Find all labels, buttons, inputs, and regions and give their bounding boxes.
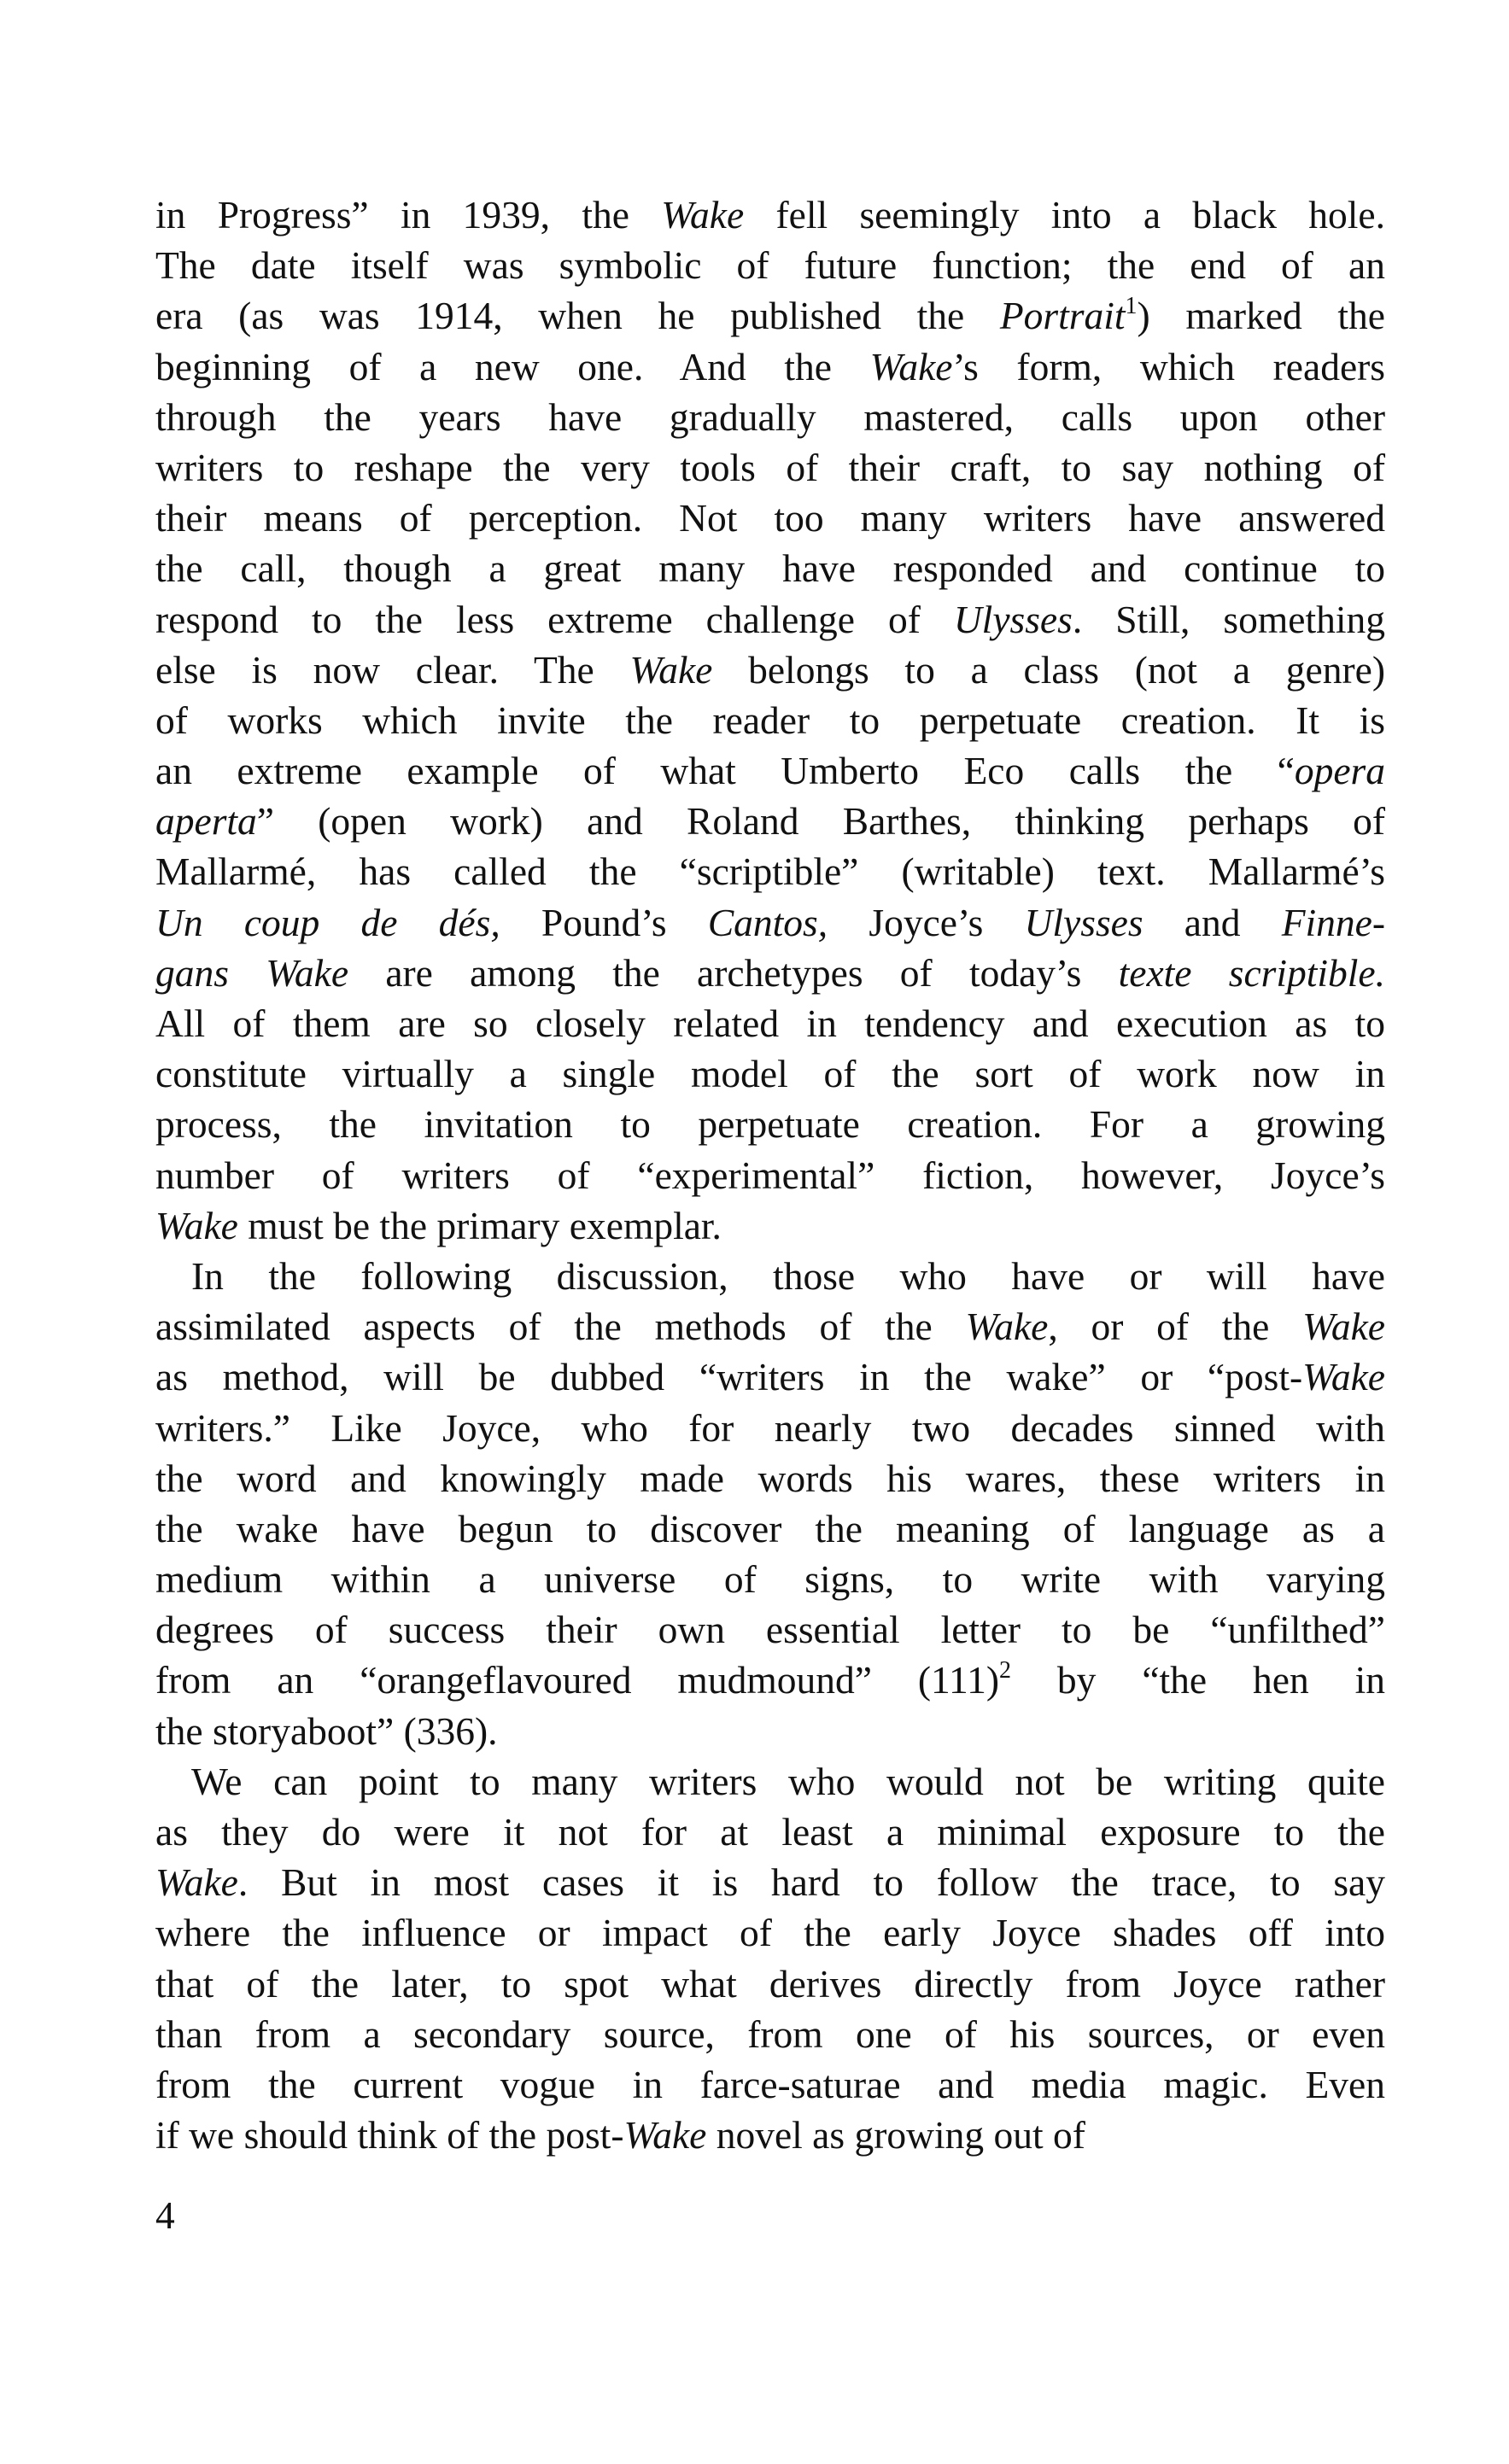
text-line <box>155 1453 1385 1504</box>
paragraph <box>155 1251 1385 1756</box>
italic-title: Wake <box>1302 1355 1385 1399</box>
text-run: of works which invite the reader to perpetuate creation. It is <box>155 698 1385 742</box>
text-run: . But in most cases it is hard to follow the trace, to say <box>237 1860 1385 1905</box>
text-line <box>155 846 1385 896</box>
text-line <box>155 1150 1385 1200</box>
italic-title: Wake <box>623 2113 707 2157</box>
text-line <box>155 1099 1385 1149</box>
italic-title: Wake <box>1302 1305 1386 1349</box>
text-run: that of the later, to spot what derives directly from Joyce rather <box>155 1961 1385 2006</box>
text-run: degrees of success their own essential letter to be “unfilthed” <box>155 1608 1385 1652</box>
paragraph <box>155 1756 1385 2161</box>
text-run: ) marked the <box>1137 294 1385 338</box>
italic-title: Wake <box>629 647 713 692</box>
italic-title: texte scriptible. <box>1118 950 1385 995</box>
text-line <box>155 897 1385 948</box>
text-run: fell seemingly into a black hole. <box>744 193 1385 236</box>
text-line <box>155 1756 1385 1807</box>
text-run: writers.” Like Joyce, who for nearly two decades sinned with <box>155 1405 1385 1450</box>
text-run: as they do were it not for at least a minimal exposure to the <box>155 1810 1385 1854</box>
text-run: in Progress” in 1939, the <box>155 193 662 236</box>
text-line <box>155 2009 1385 2059</box>
text-run: We can point to many writers who would not be writing quite <box>191 1759 1385 1803</box>
text-run: , or of the <box>1048 1305 1303 1349</box>
text-line <box>155 543 1385 593</box>
text-line <box>155 1403 1385 1453</box>
italic-title: Ulysses <box>953 597 1073 641</box>
text-line <box>155 1807 1385 1857</box>
text-line <box>155 1504 1385 1554</box>
italic-title: Wake <box>965 1305 1049 1349</box>
text-line <box>155 240 1385 290</box>
text-line <box>155 594 1385 645</box>
text-run: Mallarmé, has called the “scriptible” (writable) text. Mallarmé’s <box>155 850 1385 894</box>
text-run: era (as was 1914, when he published the <box>155 294 1000 338</box>
text-line <box>155 2059 1385 2110</box>
text-line <box>155 1857 1385 1907</box>
text-line <box>155 695 1385 745</box>
text-run: where the influence or impact of the early Joyce shades off into <box>155 1911 1385 1955</box>
text-run: . Still, something <box>1072 597 1385 641</box>
text-line <box>155 1959 1385 2009</box>
text-run: are among the archetypes of today’s <box>348 950 1119 995</box>
italic-title: Wake <box>661 193 745 236</box>
text-run: their means of perception. Not too many writers have answered <box>155 496 1385 540</box>
text-run: process, the invitation to perpetuate creation. For a growing <box>155 1102 1385 1147</box>
text-run: medium within a universe of signs, to write with varying <box>155 1557 1385 1602</box>
text-line <box>155 1352 1385 1402</box>
text-run: from the current vogue in farce-saturae and media magic. Even <box>155 2062 1385 2106</box>
text-run: novel as growing out of <box>706 2113 1085 2157</box>
italic-title: opera <box>1294 749 1385 793</box>
italic-title: Wake <box>155 1860 238 1905</box>
text-run: must be the primary exemplar. <box>237 1203 722 1247</box>
text-line <box>155 290 1385 341</box>
text-run: constitute virtually a single model of the sort of work now in <box>155 1052 1385 1096</box>
italic-title: Ulysses <box>1024 900 1143 944</box>
text-line <box>155 1301 1385 1352</box>
text-line <box>155 645 1385 695</box>
text-run: ’s form, which readers <box>952 344 1385 388</box>
text-run: In the following discussion, those who have or will have <box>191 1253 1385 1298</box>
text-line <box>155 342 1385 392</box>
italic-title: Wake <box>869 344 953 388</box>
text-line <box>155 998 1385 1048</box>
text-line <box>155 1604 1385 1655</box>
body-text <box>155 190 1385 2160</box>
text-run: the call, though a great many have responded and continue to <box>155 546 1385 591</box>
text-run: from an “orangeflavoured mudmound” (111) <box>155 1658 999 1702</box>
text-line <box>155 392 1385 442</box>
text-run: The date itself was symbolic of future function; the end of an <box>155 243 1385 288</box>
italic-title: gans Wake <box>155 950 349 995</box>
text-run: beginning of a new one. And the <box>155 344 870 388</box>
text-line <box>155 442 1385 493</box>
text-line <box>155 2110 1385 2160</box>
text-line <box>155 796 1385 846</box>
text-run: number of writers of “experimental” fiction, however, Joyce’s <box>155 1153 1385 1197</box>
text-run: the storyaboot” (336). <box>155 1708 498 1753</box>
footnote-marker: 2 <box>999 1657 1011 1685</box>
italic-title: Cantos, <box>707 900 828 944</box>
text-line <box>155 1200 1385 1251</box>
text-run: by “the hen in <box>1011 1658 1385 1702</box>
text-run: and <box>1143 900 1282 944</box>
italic-title: aperta <box>155 799 257 844</box>
text-run: ” (open work) and Roland Barthes, thinking perhaps of <box>256 799 1385 844</box>
text-line <box>155 1706 1385 1756</box>
text-run: as method, will be dubbed “writers in the wake” or “post- <box>155 1355 1303 1399</box>
footnote-marker: 1 <box>1125 293 1138 320</box>
text-run: else is now clear. The <box>155 647 630 692</box>
text-run: writers to reshape the very tools of their craft, to say nothing of <box>155 445 1385 489</box>
text-run: respond to the less extreme challenge of <box>155 597 954 641</box>
italic-title: Un coup de dés, <box>155 900 500 944</box>
text-run: than from a secondary source, from one of his sources, or even <box>155 2011 1385 2056</box>
paragraph <box>155 190 1385 1251</box>
italic-title: Finne- <box>1281 900 1386 944</box>
text-run: if we should think of the post- <box>155 2113 624 2157</box>
text-line <box>155 1251 1385 1301</box>
text-line <box>155 1048 1385 1099</box>
text-run: Joyce’s <box>828 900 1025 944</box>
italic-title: Portrait <box>999 294 1126 338</box>
text-line <box>155 1554 1385 1604</box>
text-line <box>155 745 1385 796</box>
text-run: the word and knowingly made words his wares, these writers in <box>155 1456 1385 1500</box>
text-line <box>155 493 1385 543</box>
text-run: assimilated aspects of the methods of the <box>155 1305 966 1349</box>
italic-title: Wake <box>155 1203 238 1247</box>
text-run: All of them are so closely related in tendency and execution as to <box>155 1001 1385 1045</box>
text-line <box>155 1655 1385 1705</box>
text-line <box>155 1907 1385 1958</box>
text-run: Pound’s <box>500 900 708 944</box>
text-run: belongs to a class (not a genre) <box>712 647 1385 692</box>
text-line <box>155 948 1385 998</box>
text-line <box>155 190 1385 240</box>
text-run: through the years have gradually mastered, calls upon other <box>155 394 1385 439</box>
text-run: an extreme example of what Umberto Eco calls the “ <box>155 749 1295 793</box>
page-number: 4 <box>155 2193 175 2237</box>
text-run: the wake have begun to discover the meaning of language as a <box>155 1506 1385 1550</box>
